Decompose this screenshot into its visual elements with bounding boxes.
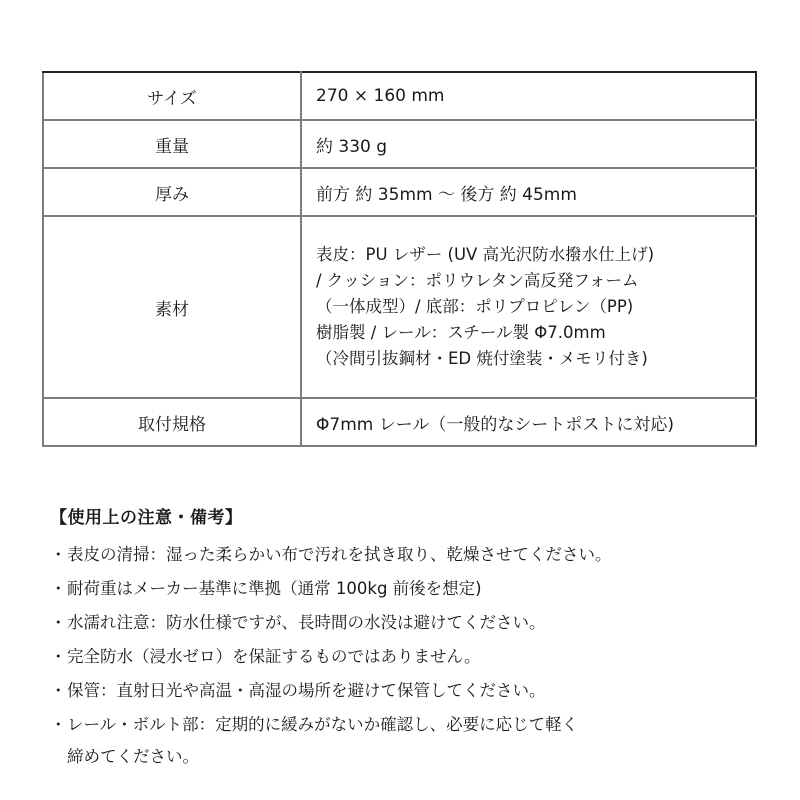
bullet-icon: ・ — [50, 613, 67, 632]
spec-value — [301, 216, 756, 398]
spec-row-size — [43, 72, 756, 120]
note-text-continuation: 締めてください。 — [67, 747, 199, 766]
note-text: 表皮の清掃：湿った柔らかい布で汚れを拭き取り、乾燥させてください。 — [67, 545, 612, 564]
note-item-rail-bolt — [50, 708, 770, 774]
spec-table — [42, 71, 757, 447]
note-text: 保管：直射日光や高温・高湿の場所を避けて保管してください。 — [67, 681, 546, 700]
spec-value: 約 330 g — [301, 120, 756, 168]
note-item-load-capacity — [50, 572, 770, 606]
spec-row-thickness — [43, 168, 756, 216]
note-item-storage — [50, 674, 770, 708]
material-line: （冷間引抜鋼材・ED 焼付塗装・メモリ付き) — [316, 349, 648, 368]
usage-notes — [50, 503, 770, 774]
spec-label: サイズ — [43, 72, 301, 120]
note-text: 完全防水（浸水ゼロ）を保証するものではありません。 — [67, 647, 481, 666]
material-line: （一体成型）/ 底部：ポリプロピレン（PP) — [316, 297, 634, 316]
material-line: / クッション：ポリウレタン高反発フォーム — [316, 271, 639, 290]
note-text: レール・ボルト部：定期的に緩みがないか確認し、必要に応じて軽く — [67, 715, 579, 734]
bullet-icon: ・ — [50, 545, 67, 564]
spec-row-weight — [43, 120, 756, 168]
material-line: 樹脂製 / レール：スチール製 Φ7.0mm — [316, 323, 606, 342]
spec-label: 素材 — [43, 216, 301, 398]
notes-title: 【使用上の注意・備考】 — [50, 508, 243, 528]
bullet-icon: ・ — [50, 647, 67, 666]
note-text: 耐荷重はメーカー基準に準拠（通常 100kg 前後を想定) — [67, 579, 482, 598]
bullet-icon: ・ — [50, 579, 67, 598]
notes-list — [50, 538, 770, 774]
spec-value: Φ7mm レール（一般的なシートポストに対応) — [301, 398, 756, 446]
spec-label: 重量 — [43, 120, 301, 168]
note-item-waterproof-disclaimer — [50, 640, 770, 674]
bullet-icon: ・ — [50, 715, 67, 734]
spec-label: 厚み — [43, 168, 301, 216]
spec-value: 270 × 160 mm — [301, 72, 756, 120]
spec-row-mount-standard — [43, 398, 756, 446]
spec-row-material — [43, 216, 756, 398]
note-item-water — [50, 606, 770, 640]
material-lines — [316, 242, 749, 372]
material-line: 表皮：PU レザー (UV 高光沢防水撥水仕上げ) — [316, 245, 655, 264]
bullet-icon: ・ — [50, 681, 67, 700]
note-item-cleaning — [50, 538, 770, 572]
spec-label: 取付規格 — [43, 398, 301, 446]
note-text: 水濡れ注意：防水仕様ですが、長時間の水没は避けてください。 — [67, 613, 546, 632]
spec-value: 前方 約 35mm 〜 後方 約 45mm — [301, 168, 756, 216]
